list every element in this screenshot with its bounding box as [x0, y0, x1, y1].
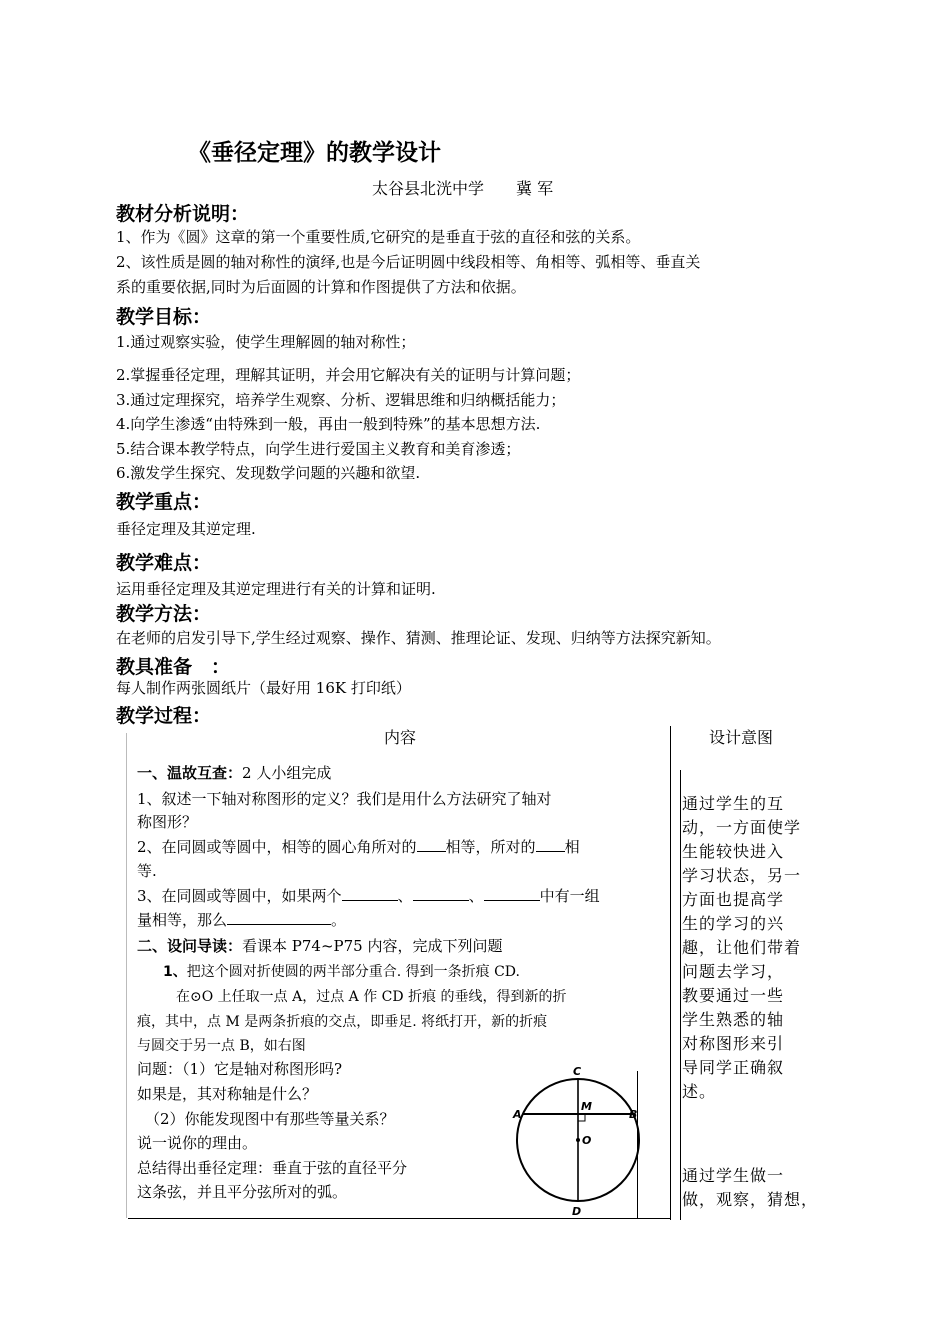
step1-line1 [163, 961, 520, 983]
fill-blank[interactable] [413, 886, 469, 901]
difficult-text: 运用垂径定理及其逆定理进行有关的计算和证明. [116, 580, 436, 598]
method-text: 在老师的启发引导下,学生经过观察、操作、猜测、推理论证、发现、归纳等方法探究新知。 [116, 629, 721, 647]
fill-blank[interactable] [342, 886, 398, 901]
q3-text-d: 。 [331, 911, 347, 929]
design-intent-line: 动，一方面使学 [682, 818, 802, 837]
design-intent-line: 方面也提高学 [682, 890, 785, 909]
column-header-intent: 设计意图 [709, 728, 774, 747]
q3-text-a: 3、在同圆或等圆中，如果两个 [137, 887, 342, 905]
question-ask4: 说一说你的理由。 [137, 1134, 258, 1152]
goal-item: 6.激发学生探究、发现数学问题的兴趣和欲望. [116, 464, 421, 482]
fill-blank[interactable] [484, 886, 540, 901]
q2-text-b: 相等，所对的 [445, 838, 536, 856]
prep-heading: 教具准备 ： [116, 656, 231, 678]
label-a: A [513, 1108, 522, 1121]
circle-diagram [505, 1066, 640, 1218]
goals-heading: 教学目标： [116, 306, 212, 328]
author-line: 太谷县北洸中学 冀 军 [372, 179, 554, 198]
analysis-line: 1、作为《圆》这章的第一个重要性质,它研究的是垂直于弦的直径和弦的关系。 [116, 228, 641, 246]
step1-line2: 在⊙O 上任取一点 A，过点 A 作 CD 折痕 的垂线，得到新的折 [176, 989, 567, 1005]
design-intent-line: 通过学生的互 [682, 794, 785, 813]
question-ask2: 如果是，其对称轴是什么？ [137, 1085, 318, 1103]
question-2-line2: 等. [137, 862, 157, 880]
part1-note: 2 人小组完成 [242, 764, 332, 782]
q3-sep: 、 [397, 887, 413, 905]
difficult-heading: 教学难点： [116, 552, 212, 574]
label-c: C [573, 1066, 582, 1078]
design-intent-line: 学习状态，另一 [682, 866, 802, 885]
q3-sep: 、 [468, 887, 484, 905]
analysis-heading: 教材分析说明： [116, 203, 250, 225]
part2-title-line [137, 935, 502, 957]
design-intent-line: 对称图形来引 [682, 1034, 785, 1053]
page-title: 《垂径定理》的教学设计 [188, 140, 441, 166]
label-d: D [572, 1205, 582, 1218]
conclusion-line2: 这条弦，并且平分弦所对的弧。 [137, 1183, 348, 1201]
design-intent-line: 通过学生做一 [682, 1166, 785, 1185]
goal-item: 4.向学生渗透“由特殊到一般，再由一般到特殊”的基本思想方法. [116, 415, 541, 433]
label-b: B [629, 1108, 638, 1121]
prep-text: 每人制作两张圆纸片（最好用 16K 打印纸） [116, 679, 411, 697]
column-header-content: 内容 [384, 728, 417, 747]
question-1-line2: 称图形？ [137, 813, 198, 831]
question-1-line1: 1、叙述一下轴对称图形的定义？我们是用什么方法研究了轴对 [137, 790, 552, 808]
label-m: M [581, 1100, 592, 1113]
question-ask3: （2）你能发现图中有那些等量关系？ [145, 1110, 395, 1128]
table-bottom-rule [128, 1218, 670, 1219]
part1-title: 一、温故互查： [137, 764, 243, 782]
step1-line3: 痕，其中，点 M 是两条折痕的交点，即垂足. 将纸打开，新的折痕 [137, 1014, 548, 1030]
center-point [576, 1138, 580, 1142]
analysis-line: 2、该性质是圆的轴对称性的演绎,也是今后证明圆中线段相等、角相等、弧相等、垂直关 [116, 253, 701, 271]
method-heading: 教学方法： [116, 603, 212, 625]
goal-item: 1.通过观察实验，使学生理解圆的轴对称性； [116, 333, 416, 351]
question-2-line1 [137, 836, 580, 858]
part1-title-line [137, 762, 331, 784]
conclusion-line1: 总结得出垂径定理：垂直于弦的直径平分 [137, 1159, 408, 1177]
design-intent-line: 教要通过一些 [682, 986, 785, 1005]
question-3-line2 [137, 909, 346, 931]
fill-blank[interactable] [536, 837, 565, 852]
intent-left-rule [680, 770, 681, 1220]
design-intent-line: 生的学习的兴 [682, 914, 785, 933]
question-3-line1 [137, 885, 600, 907]
design-intent-line: 学生熟悉的轴 [682, 1010, 785, 1029]
design-intent-line: 述。 [682, 1082, 717, 1101]
analysis-line: 系的重要依据,同时为后面圆的计算和作图提供了方法和依据。 [116, 278, 526, 296]
part2-note: 看课本 P74~P75 内容，完成下列问题 [242, 937, 503, 955]
q3-text-b: 中有一组 [539, 887, 600, 905]
step1-text: 把这个圆对折使圆的两半部分重合. 得到一条折痕 CD. [186, 964, 520, 980]
key-text: 垂径定理及其逆定理. [116, 520, 256, 538]
part2-title: 二、设问导读： [137, 937, 243, 955]
design-intent-line: 问题去学习， [682, 962, 785, 981]
right-angle-mark [578, 1114, 585, 1121]
fill-blank[interactable] [227, 910, 331, 925]
goal-item: 3.通过定理探究，培养学生观察、分析、逻辑思维和归纳概括能力； [116, 391, 566, 409]
q2-text-a: 2、在同圆或等圆中，相等的圆心角所对的 [137, 838, 417, 856]
step1-number: 1、 [163, 964, 187, 980]
column-divider [670, 726, 671, 1220]
table-left-edge [126, 733, 127, 1218]
label-o: O [582, 1134, 592, 1147]
step1-line4: 与圆交于另一点 B，如右图 [137, 1038, 306, 1054]
process-heading: 教学过程： [116, 705, 212, 727]
design-intent-line: 导同学正确叙 [682, 1058, 785, 1077]
question-ask1: 问题：（1）它是轴对称图形吗? [137, 1060, 343, 1078]
q2-text-c: 相 [564, 838, 580, 856]
fill-blank[interactable] [417, 837, 446, 852]
goal-item: 2.掌握垂径定理，理解其证明，并会用它解决有关的证明与计算问题； [116, 366, 581, 384]
q3-text-c: 量相等，那么 [137, 911, 228, 929]
key-heading: 教学重点： [116, 491, 212, 513]
goal-item: 5.结合课本教学特点，向学生进行爱国主义教育和美育渗透； [116, 440, 521, 458]
design-intent-line: 趣，让他们带着 [682, 938, 802, 957]
design-intent-line: 做，观察，猜想， [682, 1190, 819, 1209]
design-intent-line: 生能较快进入 [682, 842, 785, 861]
